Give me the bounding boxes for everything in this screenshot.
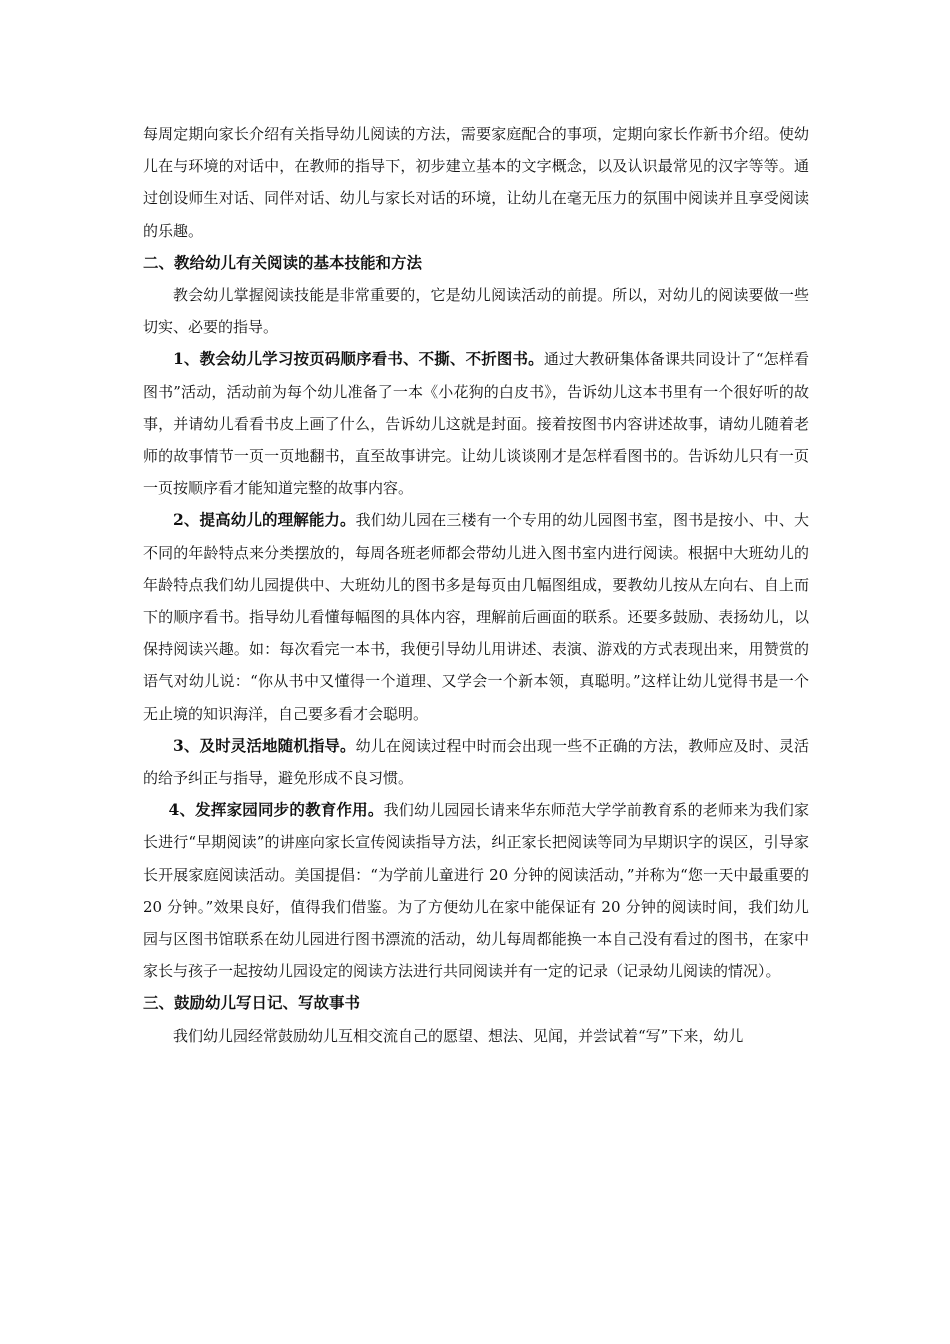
paragraph-lead-page-order: 1、教会幼儿学习按页码顺序看书、不撕、不折图书。 xyxy=(173,349,544,369)
section-heading-two: 二、教给幼儿有关阅读的基本技能和方法 xyxy=(143,252,423,272)
paragraph-lead-home-school: 4、发挥家园同步的教育作用。 xyxy=(168,800,384,820)
paragraph-body-page-order: 通过大教研集体备课共同设计了“怎样看图书”活动，活动前为每个幼儿准备了一本《小花狗的白皮书》，告诉幼儿这本书里有一个很好听的故事，并请幼儿看看书皮上画了什么，告诉幼儿这就是封面。接着按图书内容讲述故事，请幼儿随着老师的故事情节一页一页地翻书，直至故事讲完。让幼儿谈谈刚才是怎样看图书的。告诉幼儿只有一页一页按顺序看才能知道完整的故事内容。 xyxy=(143,350,809,498)
paragraph-body-home-school: 我们幼儿园园长请来华东师范大学学前教育系的老师来为我们家长进行“早期阅读”的讲座向家长宣传阅读指导方法，纠正家长把阅读等同为早期识字的误区，引导家长开展家庭阅读活动。美国提倡：“为学前儿童进行 20 分钟的阅读活动，”并称为“您一天中最重要的 20 分钟。”效果良好，值得我们借鉴。为了方便幼儿在家中能保证有 20 分钟的阅读时间，我们幼儿园与区图书馆联系在幼儿园进行图书漂流的活动，幼儿每周都能换一本自己没有看过的图书，在家中家长与孩子一起按幼儿园设定的阅读方法进行共同阅读并有一定的记录（记录幼儿阅读的情况）。 xyxy=(143,801,809,981)
paragraph-family-communication: 每周定期向家长介绍有关指导幼儿阅读的方法，需要家庭配合的事项，定期向家长作新书介绍。使幼儿在与环境的对话中，在教师的指导下，初步建立基本的文字概念，以及认识最常见的汉字等等。通过创设师生对话、同伴对话、幼儿与家长对话的环境，让幼儿在毫无压力的氛围中阅读并且享受阅读的乐趣。 xyxy=(143,125,809,240)
paragraph-reading-skills-intro: 教会幼儿掌握阅读技能是非常重要的，它是幼儿阅读活动的前提。所以，对幼儿的阅读要做一些切实、必要的指导。 xyxy=(143,286,809,337)
paragraph-guidance xyxy=(143,730,809,794)
paragraph-body-comprehension: 我们幼儿园在三楼有一个专用的幼儿园图书室，图书是按小、中、大不同的年龄特点来分类摆放的，每周各班老师都会带幼儿进入图书室内进行阅读。根据中大班幼儿的年龄特点我们幼儿园提供中、大班幼儿的图书多是每页由几幅图组成，要教幼儿按从左向右、自上而下的顺序看书。指导幼儿看懂每幅图的具体内容，理解前后画面的联系。还要多鼓励、表扬幼儿，以保持阅读兴趣。如：每次看完一本书，我便引导幼儿用讲述、表演、游戏的方式表现出来，用赞赏的语气对幼儿说：“你从书中又懂得一个道理、又学会一个新本领，真聪明。”这样让幼儿觉得书是一个无止境的知识海洋，自己要多看才会聪明。 xyxy=(143,511,809,723)
paragraph-diary-writing: 我们幼儿园经常鼓励幼儿互相交流自己的愿望、想法、见闻，并尝试着“写”下来，幼儿 xyxy=(173,1026,744,1045)
document-body xyxy=(143,118,809,1052)
paragraph-body-guidance: 幼儿在阅读过程中时而会出现一些不正确的方法，教师应及时、灵活的给予纠正与指导，避免形成不良习惯。 xyxy=(143,736,809,788)
paragraph-home-school xyxy=(143,794,809,987)
paragraph-page-order xyxy=(143,343,809,504)
paragraph-comprehension xyxy=(143,504,809,729)
paragraph-lead-guidance: 3、及时灵活地随机指导。 xyxy=(173,735,356,755)
paragraph-lead-comprehension: 2、提高幼儿的理解能力。 xyxy=(173,510,356,530)
section-heading-three: 三、鼓励幼儿写日记、写故事书 xyxy=(143,993,361,1013)
